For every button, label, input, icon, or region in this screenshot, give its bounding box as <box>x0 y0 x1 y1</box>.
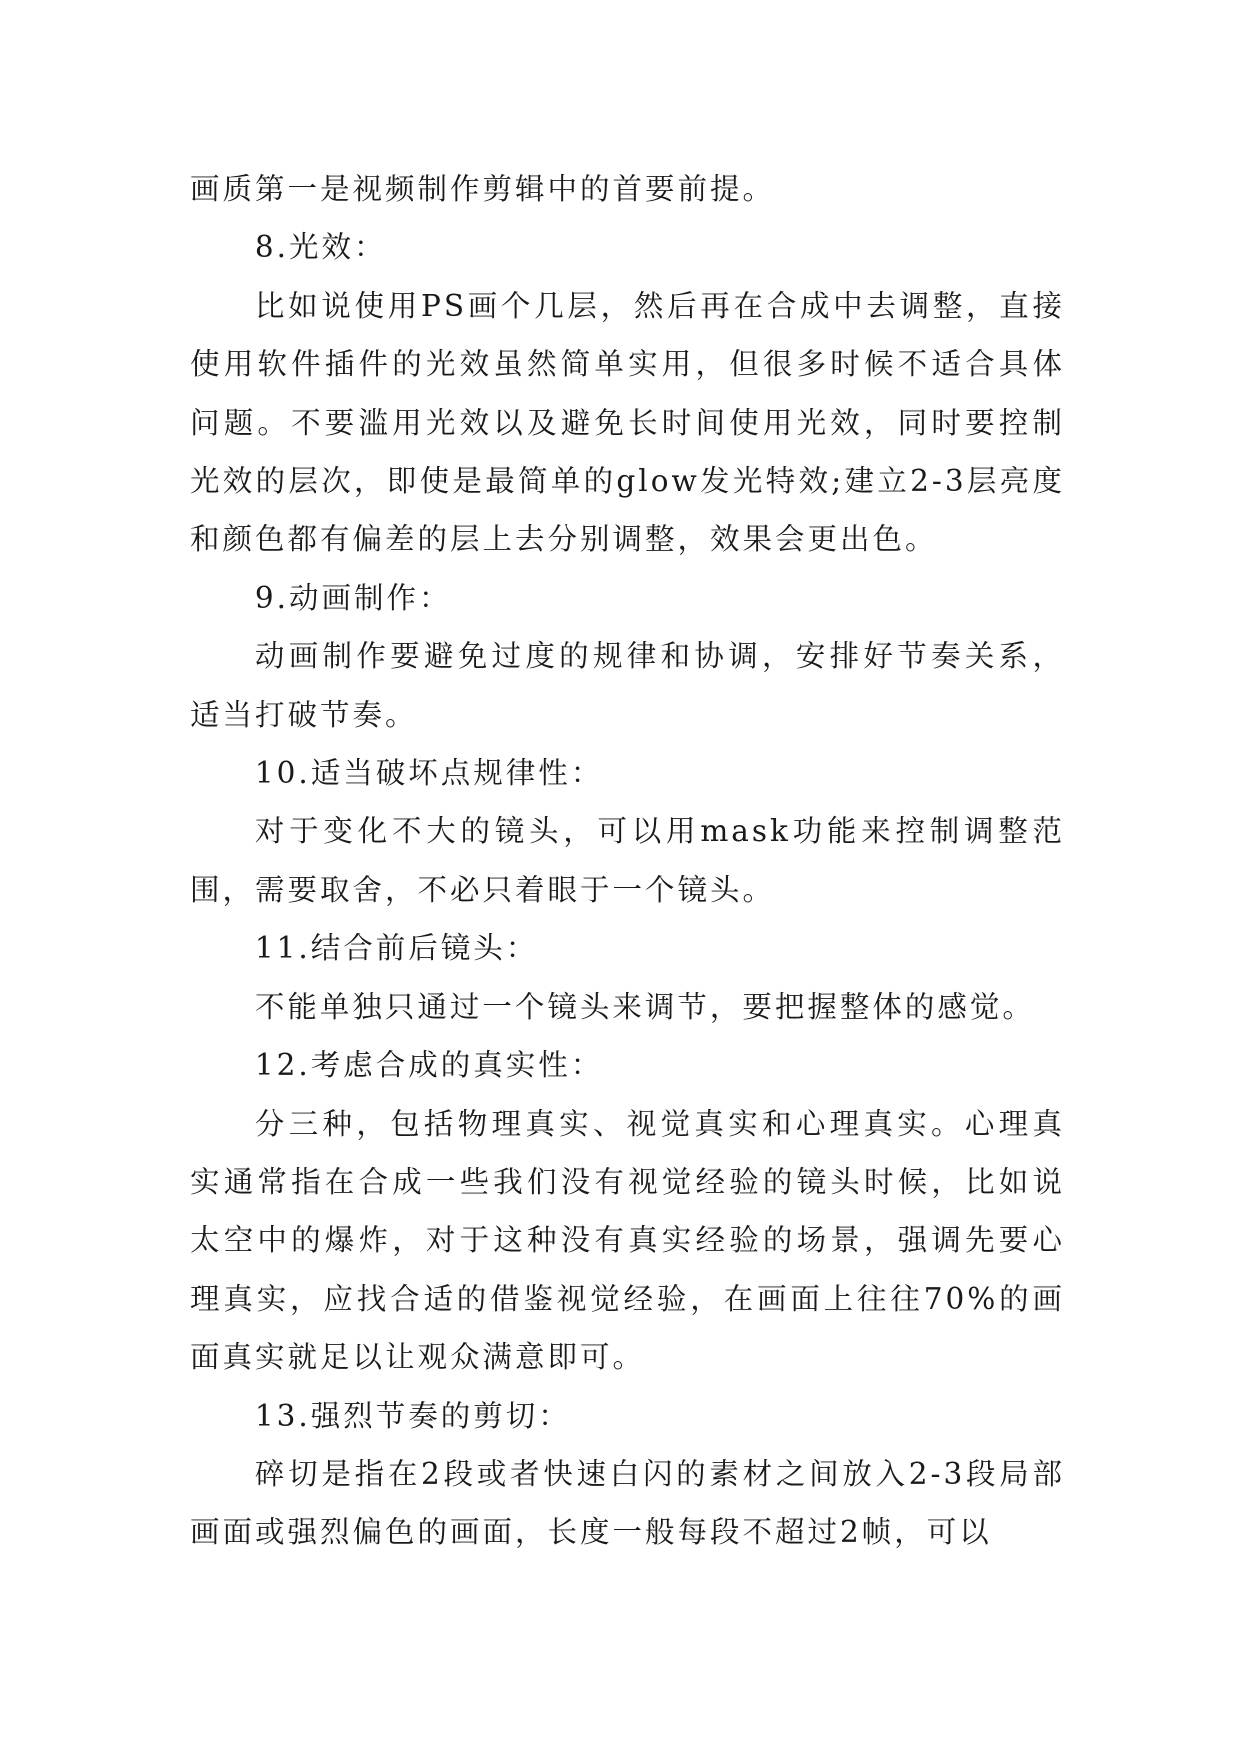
heading-break-regularity: 10.适当破坏点规律性： <box>254 756 604 791</box>
heading-realism: 12.考虑合成的真实性： <box>254 1048 604 1083</box>
document-body <box>190 160 1065 1562</box>
paragraph-animation: 动画制作要避免过度的规律和协调，安排好节奏关系，适当打破节奏。 <box>190 639 1065 732</box>
heading-combine-shots: 11.结合前后镜头： <box>254 931 539 966</box>
paragraph-quality-conclusion: 画质第一是视频制作剪辑中的首要前提。 <box>190 172 776 206</box>
heading-animation: 9.动画制作： <box>254 580 452 615</box>
paragraph-light-effects: 比如说使用PS画个几层，然后再在合成中去调整，直接使用软件插件的光效虽然简单实用，但很多时候不适合具体问题。不要滥用光效以及避免长时间使用光效，同时要控制光效的层次，即使是最简单的glow发光特效;建立2-3层亮度和颜色都有偏差的层上去分别调整，效果会更出色。 <box>190 288 1065 557</box>
heading-light-effects: 8.光效： <box>254 230 387 265</box>
paragraph-realism: 分三种，包括物理真实、视觉真实和心理真实。心理真实通常指在合成一些我们没有视觉经验的镜头时候，比如说太空中的爆炸，对于这种没有真实经验的场景，强调先要心理真实，应找合适的借鉴视觉经验，在画面上往往70%的画面真实就足以让观众满意即可。 <box>190 1106 1065 1375</box>
heading-rhythm-cut: 13.强烈节奏的剪切： <box>254 1398 571 1433</box>
paragraph-break-regularity: 对于变化不大的镜头，可以用mask功能来控制调整范围，需要取舍，不必只着眼于一个镜头。 <box>190 814 1065 907</box>
paragraph-rhythm-cut: 碎切是指在2段或者快速白闪的素材之间放入2-3段局部画面或强烈偏色的画面，长度一般每段不超过2帧，可以 <box>190 1456 1065 1550</box>
paragraph-combine-shots: 不能单独只通过一个镜头来调节，要把握整体的感觉。 <box>254 989 1035 1024</box>
